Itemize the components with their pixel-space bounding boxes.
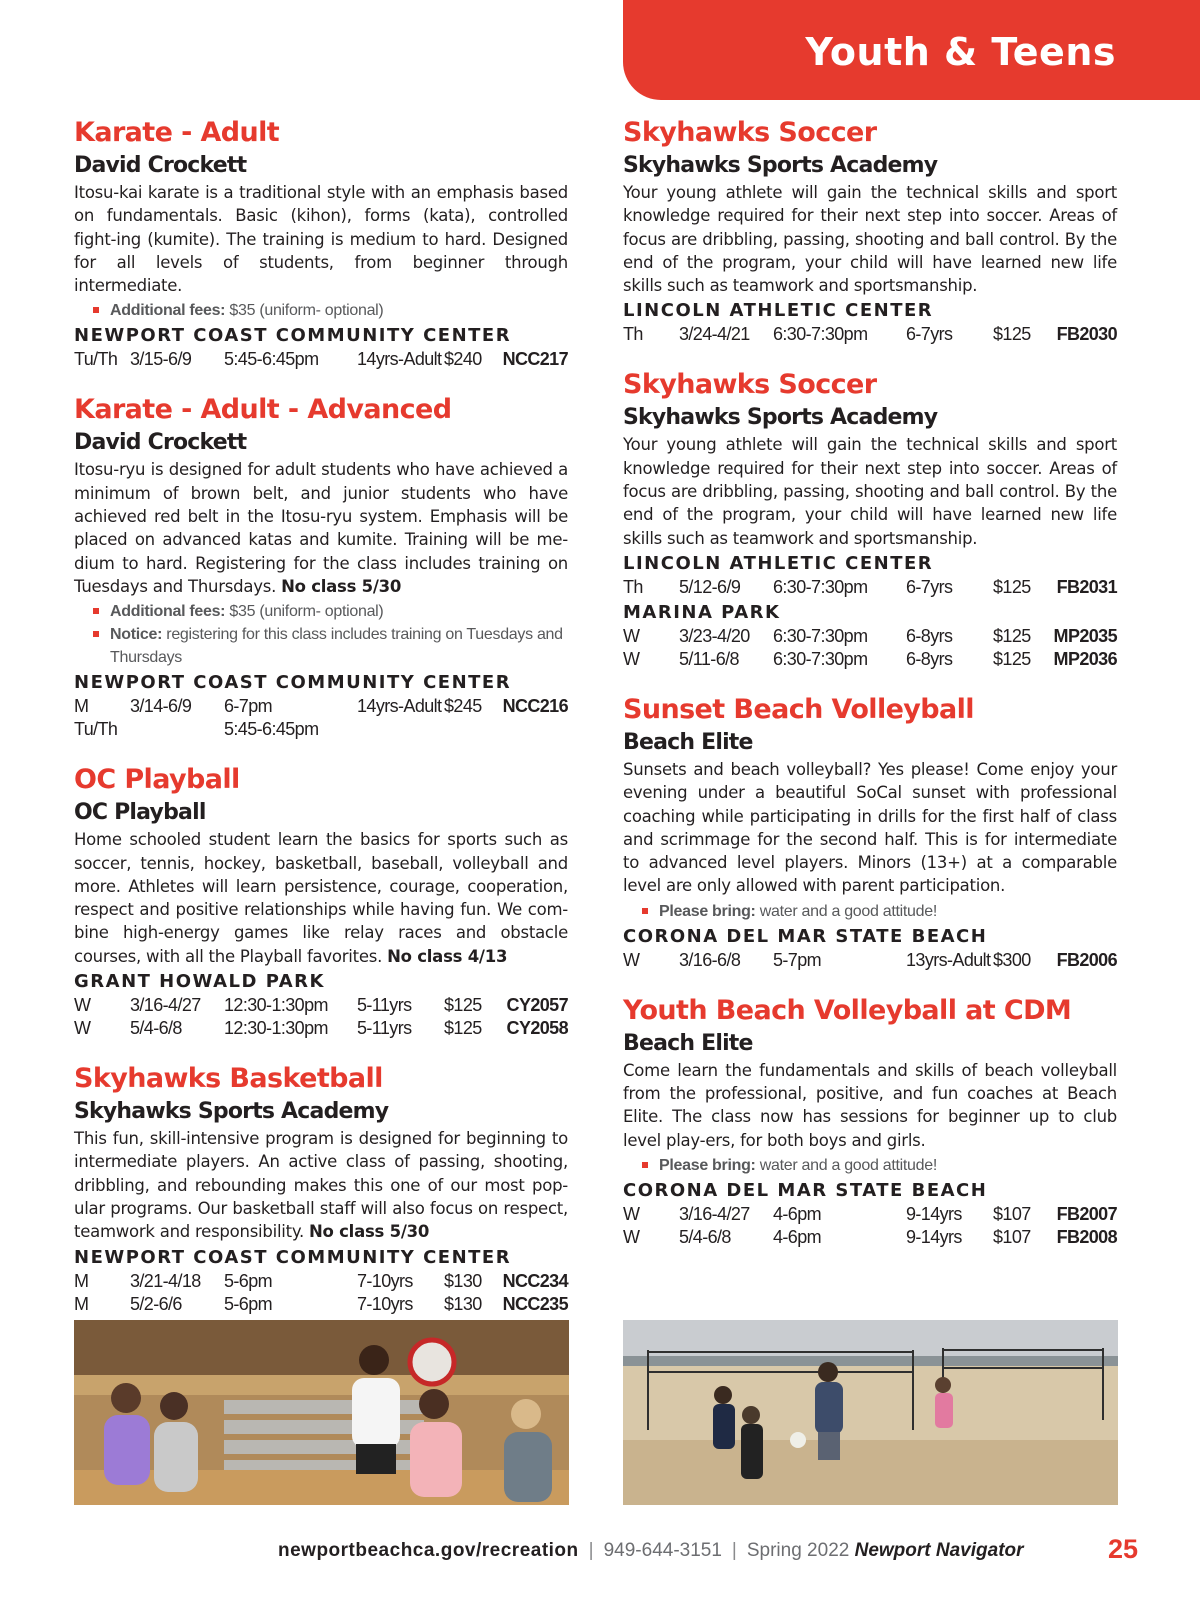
row-day: Tu/Th — [74, 349, 118, 370]
location-name: GRANT HOWALD PARK — [74, 971, 325, 993]
row-time: 6:30-7:30pm — [773, 324, 868, 345]
row-price: $130 — [444, 1270, 482, 1291]
location-name: LINCOLN ATHLETIC CENTER — [623, 552, 934, 574]
page-footer — [278, 1536, 1138, 1566]
note-text: $35 (uniform- optional) — [229, 302, 384, 320]
row-price: $125 — [444, 1018, 482, 1039]
program-instructor: Beach Elite — [623, 1030, 753, 1056]
row-dates: 3/15-6/9 — [130, 349, 192, 370]
row-dates: 3/16-4/27 — [130, 995, 201, 1016]
row-ages: 5-11yrs — [357, 1018, 412, 1039]
row-course-code[interactable]: FB2030 — [1056, 324, 1117, 345]
right-column — [623, 116, 1117, 1271]
row-course-code[interactable]: FB2008 — [1056, 1226, 1117, 1247]
schedule-row — [623, 949, 1117, 972]
location-name: CORONA DEL MAR STATE BEACH — [623, 925, 988, 947]
row-price: $125 — [993, 625, 1031, 646]
row-ages: 9-14yrs — [906, 1226, 962, 1247]
note-text: water and a good attitude! — [759, 902, 937, 920]
row-course-code[interactable]: NCC235 — [502, 1293, 568, 1314]
row-dates: 3/23-4/20 — [679, 625, 750, 646]
schedule-row — [74, 718, 568, 741]
schedule-row — [623, 648, 1117, 671]
program-instructor: OC Playball — [74, 800, 206, 826]
note-label: Notice: — [110, 626, 163, 644]
program-instructor: Skyhawks Sports Academy — [623, 405, 938, 431]
row-time: 6-7pm — [224, 696, 273, 717]
row-day: M — [74, 1293, 89, 1314]
row-ages: 5-11yrs — [357, 995, 412, 1016]
program-description — [74, 181, 568, 297]
row-day: Tu/Th — [74, 719, 118, 740]
row-course-code[interactable]: CY2058 — [506, 1018, 568, 1039]
note-text: water and a good attitude! — [759, 1156, 937, 1174]
schedule-row — [623, 1203, 1117, 1226]
note-item — [110, 600, 568, 623]
note-text: registering for this class includes training on Tuesdays and Thursdays — [110, 626, 563, 667]
location-name: NEWPORT COAST COMMUNITY CENTER — [74, 1246, 512, 1268]
description-text: Your young athlete will gain the technical skills and sport knowledge required for their next step into soccer. Areas of focus are dribbling, passing, shooting and ball control. By the end of the program, your child will have learned new life skills such as teamwork and sportsmanship. — [623, 183, 1117, 296]
program-title: Karate - Adult — [74, 117, 280, 148]
row-ages: 14yrs-Adult — [357, 349, 442, 370]
program-description — [623, 181, 1117, 297]
row-day: W — [623, 648, 640, 669]
program-section — [74, 763, 568, 1040]
schedule-row — [623, 625, 1117, 648]
program-instructor: Skyhawks Sports Academy — [623, 153, 938, 178]
row-dates: 3/14-6/9 — [130, 696, 192, 717]
row-time: 12:30-1:30pm — [224, 1018, 328, 1039]
row-day: Th — [623, 576, 643, 597]
row-ages: 7-10yrs — [357, 1270, 413, 1291]
row-price: $107 — [993, 1226, 1031, 1247]
program-title: Skyhawks Soccer — [623, 117, 877, 148]
program-title: Youth Beach Volleyball at CDM — [623, 994, 1072, 1026]
program-description — [74, 828, 568, 968]
no-class-note: No class 5/30 — [309, 1222, 430, 1242]
program-description — [623, 758, 1117, 898]
row-course-code[interactable]: NCC234 — [502, 1270, 568, 1291]
row-price: $130 — [444, 1293, 482, 1314]
row-price: $125 — [993, 324, 1031, 345]
program-section — [623, 693, 1117, 972]
program-section — [623, 994, 1117, 1249]
row-time: 5-7pm — [773, 949, 822, 970]
row-dates: 3/16-6/8 — [679, 949, 741, 970]
row-course-code[interactable]: NCC217 — [502, 349, 568, 370]
row-price: $125 — [444, 995, 482, 1016]
row-day: W — [74, 995, 91, 1016]
program-instructor: Beach Elite — [623, 729, 753, 755]
footer-season: Spring 2022 — [746, 1540, 850, 1561]
row-day: M — [74, 696, 89, 717]
no-class-note: No class 5/30 — [281, 576, 402, 596]
note-item — [659, 1154, 1117, 1177]
note-label: Additional fees: — [110, 603, 226, 621]
row-price: $240 — [444, 349, 482, 370]
footer-divider: | — [731, 1540, 737, 1561]
left-column — [74, 116, 568, 1338]
row-price: $107 — [993, 1203, 1031, 1224]
row-dates: 5/12-6/9 — [679, 576, 741, 597]
schedule-row — [623, 1226, 1117, 1249]
beach-volleyball-photo — [623, 1320, 1118, 1505]
row-time: 6:30-7:30pm — [773, 648, 868, 669]
row-price: $125 — [993, 576, 1031, 597]
program-section — [74, 116, 568, 371]
schedule-row — [74, 695, 568, 718]
note-label: Please bring: — [659, 902, 756, 920]
row-dates: 3/24-4/21 — [679, 324, 750, 345]
page-number: 25 — [1107, 1534, 1138, 1564]
location-name: LINCOLN ATHLETIC CENTER — [623, 300, 934, 322]
no-class-note: No class 4/13 — [387, 946, 508, 966]
row-time: 5-6pm — [224, 1293, 273, 1314]
note-text: $35 (uniform- optional) — [229, 603, 384, 621]
row-course-code[interactable]: FB2007 — [1056, 1203, 1117, 1224]
row-course-code[interactable]: FB2006 — [1056, 949, 1117, 970]
row-ages: 13yrs-Adult — [906, 949, 991, 970]
program-section — [623, 116, 1117, 346]
program-section — [74, 1062, 568, 1315]
description-text: Come learn the fundamentals and skills of beach volleyball from the professional, positive, and fun coaches at Beach Elite. The class now has sessions for beginner up to club level play-ers, for both boys and girls. — [623, 1060, 1117, 1150]
row-time: 6:30-7:30pm — [773, 576, 868, 597]
row-time: 5:45-6:45pm — [224, 349, 319, 370]
program-description — [623, 433, 1117, 549]
description-text: Sunsets and beach volleyball? Yes please! Come enjoy your evening under a beautiful SoCal sunset with professional coaching while participating in drills for the first half of class and scrimmage for the second half. This is for intermediate to advanced level players. Minors (13+) at a comparable level are only allowed with parent participation. — [623, 759, 1117, 896]
row-price: $300 — [993, 949, 1031, 970]
location-name: NEWPORT COAST COMMUNITY CENTER — [74, 325, 512, 347]
schedule-row — [623, 576, 1117, 599]
row-course-code[interactable]: MP2036 — [1053, 648, 1117, 669]
section-tab — [623, 0, 1200, 100]
row-dates: 5/2-6/6 — [130, 1293, 182, 1314]
row-time: 5-6pm — [224, 1270, 273, 1291]
description-text: Itosu-kai karate is a traditional style with an emphasis based on fundamentals. Basic (kihon), forms (kata), controlled fight-ing (kumite). The training is medium to hard. Designed for all levels of students, from beginner through intermediate. — [74, 183, 568, 296]
location-name: NEWPORT COAST COMMUNITY CENTER — [74, 672, 512, 694]
program-instructor: David Crockett — [74, 430, 247, 456]
row-ages: 14yrs-Adult — [357, 696, 442, 717]
row-day: W — [623, 1226, 640, 1247]
notes-list — [74, 299, 568, 322]
row-dates: 5/4-6/8 — [679, 1226, 731, 1247]
schedule-row — [74, 348, 568, 371]
row-time: 5:45-6:45pm — [224, 719, 319, 740]
note-item — [659, 900, 1117, 923]
notes-list — [623, 1154, 1117, 1177]
description-text: This fun, skill-intensive program is designed for beginning to intermediate players. An active class of passing, shooting, dribbling, and rebounding makes this one of our most pop-ular programs. Our basketball staff will also focus on respect, teamwork and responsibility. — [74, 1129, 568, 1242]
footer-magazine: Newport Navigator — [854, 1540, 1024, 1561]
program-instructor: Skyhawks Sports Academy — [74, 1099, 389, 1125]
program-description — [623, 1059, 1117, 1152]
row-dates: 3/16-4/27 — [679, 1203, 750, 1224]
row-day: W — [623, 949, 640, 970]
program-title: Karate - Adult - Advanced — [74, 394, 452, 426]
notes-list — [623, 900, 1117, 923]
note-label: Additional fees: — [110, 302, 226, 320]
row-day: W — [74, 1018, 91, 1039]
row-ages: 6-7yrs — [906, 324, 953, 345]
row-day: M — [74, 1270, 89, 1291]
description-text: Home schooled student learn the basics for sports such as soccer, tennis, hockey, basketball, baseball, volleyball and more. Athletes will learn persistence, courage, cooperation, respect and positive relationships while having fun. We com-bine high-energy games like relay races and obstacle courses, with all the Playball favorites. — [74, 830, 568, 966]
note-item — [110, 299, 568, 322]
schedule-row — [74, 1270, 568, 1293]
row-ages: 6-8yrs — [906, 625, 953, 646]
program-title: Skyhawks Basketball — [74, 1063, 383, 1095]
footer-divider: | — [588, 1540, 594, 1561]
row-time: 4-6pm — [773, 1226, 822, 1247]
row-price: $245 — [444, 696, 482, 717]
basketball-photo — [74, 1320, 569, 1505]
row-time: 4-6pm — [773, 1203, 822, 1224]
row-day: W — [623, 625, 640, 646]
row-course-code[interactable]: NCC216 — [502, 696, 568, 717]
program-title: Skyhawks Soccer — [623, 369, 877, 401]
row-time: 12:30-1:30pm — [224, 995, 328, 1016]
row-course-code[interactable]: CY2057 — [506, 995, 568, 1016]
section-title: Youth & Teens — [805, 30, 1116, 74]
schedule-row — [623, 323, 1117, 346]
row-time: 6:30-7:30pm — [773, 625, 868, 646]
row-course-code[interactable]: FB2031 — [1056, 576, 1117, 597]
row-ages: 7-10yrs — [357, 1293, 413, 1314]
program-title: OC Playball — [74, 764, 240, 796]
row-ages: 6-8yrs — [906, 648, 953, 669]
note-label: Please bring: — [659, 1156, 756, 1174]
row-dates: 5/4-6/8 — [130, 1018, 182, 1039]
program-section — [74, 393, 568, 741]
footer-url[interactable]: newportbeachca.gov/recreation — [278, 1540, 579, 1561]
description-text: Your young athlete will gain the technical skills and sport knowledge required for their next step into soccer. Areas of focus are dribbling, passing, shooting and ball control. By the end of the program, your child will have learned new life skills such as teamwork and sportsmanship. — [623, 435, 1117, 548]
row-dates: 3/21-4/18 — [130, 1270, 201, 1291]
program-description — [74, 1127, 568, 1243]
row-ages: 6-7yrs — [906, 576, 953, 597]
note-item — [110, 623, 568, 669]
location-name: CORONA DEL MAR STATE BEACH — [623, 1179, 988, 1201]
program-section — [623, 368, 1117, 670]
row-day: W — [623, 1203, 640, 1224]
row-day: Th — [623, 324, 643, 345]
program-instructor: David Crockett — [74, 153, 247, 178]
row-price: $125 — [993, 648, 1031, 669]
program-title: Sunset Beach Volleyball — [623, 693, 974, 725]
description-text: Itosu-ryu is designed for adult students who have achieved a minimum of brown belt, and junior students who have achieved red belt in the Itosu-ryu system. Emphasis will be placed on advanced katas and kumite. Training will be me-dium to hard. Registering for the class includes training on Tuesdays and Thursdays. — [74, 460, 568, 596]
location-name: MARINA PARK — [623, 601, 781, 623]
row-dates: 5/11-6/8 — [679, 648, 739, 669]
schedule-row — [74, 1017, 568, 1040]
row-ages: 9-14yrs — [906, 1203, 962, 1224]
schedule-row — [74, 1293, 568, 1316]
footer-phone: 949-644-3151 — [603, 1540, 722, 1561]
notes-list — [74, 600, 568, 669]
program-description — [74, 458, 568, 598]
row-course-code[interactable]: MP2035 — [1053, 625, 1117, 646]
schedule-row — [74, 994, 568, 1017]
